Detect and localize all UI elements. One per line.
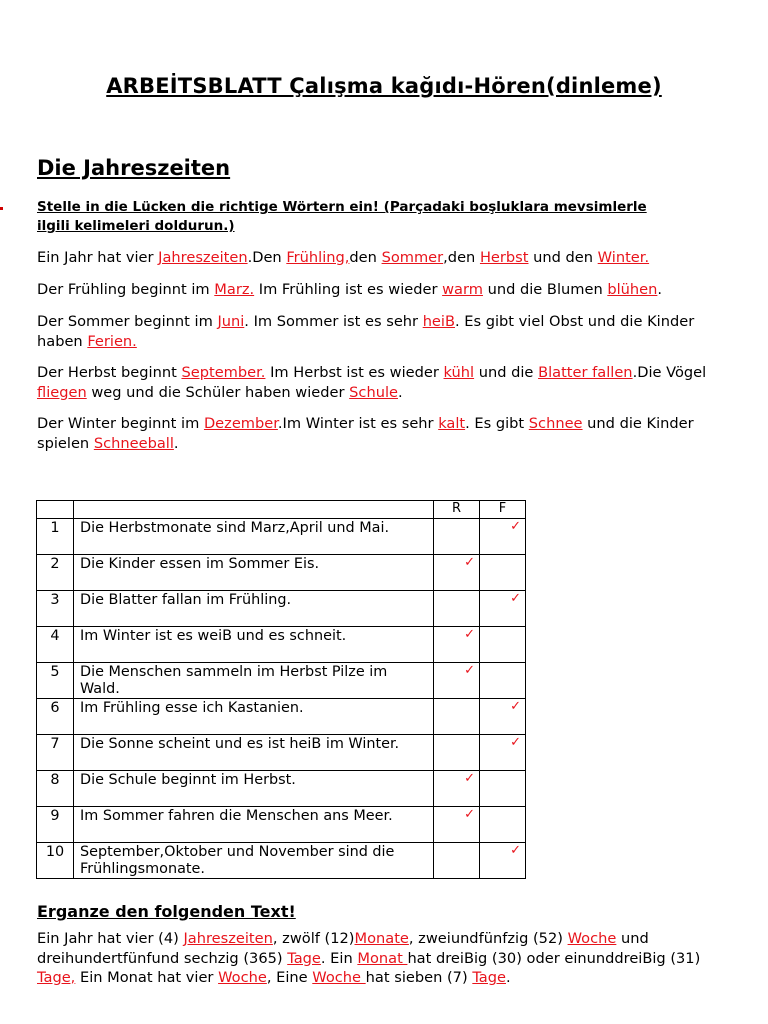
row-number: 1 (37, 519, 74, 555)
text-segment: , zweiundfünfzig (52) (408, 930, 568, 947)
row-statement: Im Sommer fahren die Menschen ans Meer. (74, 807, 434, 843)
text-segment: . (657, 281, 663, 298)
text-segment: und die (474, 364, 539, 381)
text-segment: . Es gibt viel Obst und die Kinder haben (37, 313, 695, 350)
margin-mark (0, 207, 3, 210)
checkmark-icon: ✓ (464, 627, 475, 642)
answer-word: Herbst (479, 249, 529, 266)
answer-word: Tage, (37, 969, 76, 986)
header-f-cell: F (480, 501, 526, 519)
row-statement: September,Oktober und November sind die Frühlingsmonate. (74, 843, 434, 879)
text-segment: Im Frühling ist es wieder (254, 281, 443, 298)
text-segment: Der Frühling beginnt im (37, 281, 215, 298)
text-segment: den (349, 249, 382, 266)
text-segment: ,den (443, 249, 480, 266)
row-statement: Die Menschen sammeln im Herbst Pilze im Wald. (74, 663, 434, 699)
text-segment: Ein Monat hat vier (75, 969, 219, 986)
answer-cell-f (480, 555, 526, 591)
table-row (37, 555, 526, 591)
checkmark-icon: ✓ (464, 807, 475, 822)
paragraph-spring (37, 280, 727, 300)
text-segment: weg und die Schüler haben wieder (86, 383, 350, 401)
row-number: 7 (37, 735, 74, 771)
text-segment: . Im Sommer ist es sehr (244, 313, 423, 330)
paragraph-seasons (37, 248, 727, 268)
text-segment: . (397, 383, 403, 401)
answer-cell-r (434, 627, 480, 663)
checkmark-icon: ✓ (510, 519, 521, 534)
row-number: 10 (37, 843, 74, 879)
row-statement: Im Frühling esse ich Kastanien. (74, 699, 434, 735)
text-segment: .Den (247, 249, 287, 266)
text-segment: hat sieben (7) (365, 969, 473, 986)
checkmark-icon: ✓ (464, 555, 475, 570)
answer-word: Schnee (528, 415, 583, 432)
answer-word: Tage (472, 969, 506, 986)
text-segment: und die Blumen (482, 281, 608, 298)
answer-word: Blatter fallen (538, 364, 633, 381)
answer-word: Monate (354, 930, 409, 947)
section-heading-2: Erganze den folgenden Text! (37, 902, 296, 921)
text-segment: Der Herbst beginnt (37, 364, 182, 381)
answer-cell-f (480, 807, 526, 843)
checkmark-icon: ✓ (510, 591, 521, 606)
text-segment: . (506, 969, 511, 986)
text-segment: Der Sommer beginnt im (37, 313, 218, 330)
answer-word: Woche (218, 969, 267, 986)
text-segment: . (173, 434, 179, 452)
row-statement: Die Blatter fallan im Frühling. (74, 591, 434, 627)
checkmark-icon: ✓ (510, 735, 521, 750)
text-segment: Ein Jahr hat vier (4) (37, 930, 184, 947)
text-segment: . Es gibt (465, 415, 529, 432)
answer-cell-r (434, 699, 480, 735)
answer-cell-f (480, 771, 526, 807)
table-row (37, 807, 526, 843)
table-header-row (37, 501, 526, 519)
header-num-cell (37, 501, 74, 519)
table-row (37, 663, 526, 699)
answer-word: Sommer (381, 249, 444, 266)
checkmark-icon: ✓ (464, 771, 475, 786)
page-title: ARBEİTSBLATT Çalışma kağıdı-Hören(dinleme) (106, 74, 662, 98)
answer-word: Jahreszeiten (158, 249, 248, 266)
answer-word: Woche (567, 930, 617, 947)
checkmark-icon: ✓ (510, 843, 521, 858)
paragraph-winter (37, 414, 727, 453)
answer-cell-f (480, 843, 526, 879)
text-segment: Ein Jahr hat vier (37, 249, 159, 266)
answer-word: Frühling, (286, 249, 350, 266)
row-number: 2 (37, 555, 74, 591)
row-number: 6 (37, 699, 74, 735)
text-segment: , Eine (266, 969, 313, 986)
answer-word: Woche (312, 969, 366, 986)
text-segment: .Im Winter ist es sehr (277, 415, 439, 432)
text-segment: und dreihundertfünfund sechzig (365) (37, 930, 649, 967)
answer-cell-f (480, 519, 526, 555)
answer-word: Winter. (597, 249, 650, 266)
answer-word: Schneeball (93, 434, 174, 452)
row-number: 8 (37, 771, 74, 807)
row-statement: Die Herbstmonate sind Marz,April und Mai. (74, 519, 434, 555)
text-segment: Der Winter beginnt im (37, 415, 204, 432)
paragraph-summer (37, 312, 727, 351)
answer-cell-r (434, 771, 480, 807)
text-segment: hat dreiBig (30) oder einunddreiBig (31) (407, 949, 701, 967)
text-segment: , zwölf (12) (272, 930, 355, 947)
answer-cell-r (434, 735, 480, 771)
paragraph-autumn (37, 363, 727, 402)
table-row (37, 591, 526, 627)
row-number: 4 (37, 627, 74, 663)
answer-cell-r (434, 555, 480, 591)
answer-word: Dezember (203, 415, 278, 432)
header-statement-cell (74, 501, 434, 519)
answer-cell-r (434, 591, 480, 627)
row-number: 3 (37, 591, 74, 627)
answer-word: Schule (349, 383, 398, 401)
answer-cell-r (434, 519, 480, 555)
answer-word: Tage (287, 949, 321, 967)
row-number: 5 (37, 663, 74, 699)
row-statement: Die Kinder essen im Sommer Eis. (74, 555, 434, 591)
text-segment: . Ein (320, 949, 358, 967)
section-heading: Die Jahreszeiten (37, 156, 231, 180)
table-row (37, 843, 526, 879)
table-row (37, 699, 526, 735)
answer-word: September. (181, 364, 266, 381)
answer-cell-f (480, 591, 526, 627)
answer-cell-r (434, 843, 480, 879)
answer-word: warm (442, 281, 483, 298)
answer-word: blühen (607, 281, 658, 298)
answer-cell-r (434, 663, 480, 699)
answer-cell-f (480, 663, 526, 699)
answer-word: kühl (443, 364, 475, 381)
table-row (37, 771, 526, 807)
row-number: 9 (37, 807, 74, 843)
text-segment: .Die Vögel (632, 364, 707, 381)
instruction-text: Stelle in die Lücken die richtige Wörtern ein! (Parçadaki boşluklara mevsimlerle ilgili kelimeleri doldurun.) (37, 199, 647, 234)
table-row (37, 735, 526, 771)
row-statement: Die Sonne scheint und es ist heiB im Winter. (74, 735, 434, 771)
text-segment: und den (528, 249, 598, 266)
table-row (37, 519, 526, 555)
answer-cell-r (434, 807, 480, 843)
answer-word: Monat (357, 949, 408, 967)
answer-word: heiB (422, 313, 455, 330)
answer-cell-f (480, 699, 526, 735)
answer-word: kalt (438, 415, 466, 432)
table-row (37, 627, 526, 663)
text-segment: Im Herbst ist es wieder (265, 364, 444, 381)
row-statement: Im Winter ist es weiB und es schneit. (74, 627, 434, 663)
paragraph-fill-in (37, 929, 737, 988)
header-r-cell: R (434, 501, 480, 519)
text-segment: und die Kinder spielen (37, 415, 694, 452)
checkmark-icon: ✓ (464, 663, 475, 678)
answer-word: Ferien. (87, 332, 137, 350)
answer-word: Jahreszeiten (183, 930, 273, 947)
answer-cell-f (480, 735, 526, 771)
answer-word: Juni (217, 313, 245, 330)
answer-cell-f (480, 627, 526, 663)
answer-word: Marz. (214, 281, 255, 298)
answer-word: fliegen (37, 383, 87, 401)
checkmark-icon: ✓ (510, 699, 521, 714)
row-statement: Die Schule beginnt im Herbst. (74, 771, 434, 807)
true-false-table (36, 500, 526, 879)
